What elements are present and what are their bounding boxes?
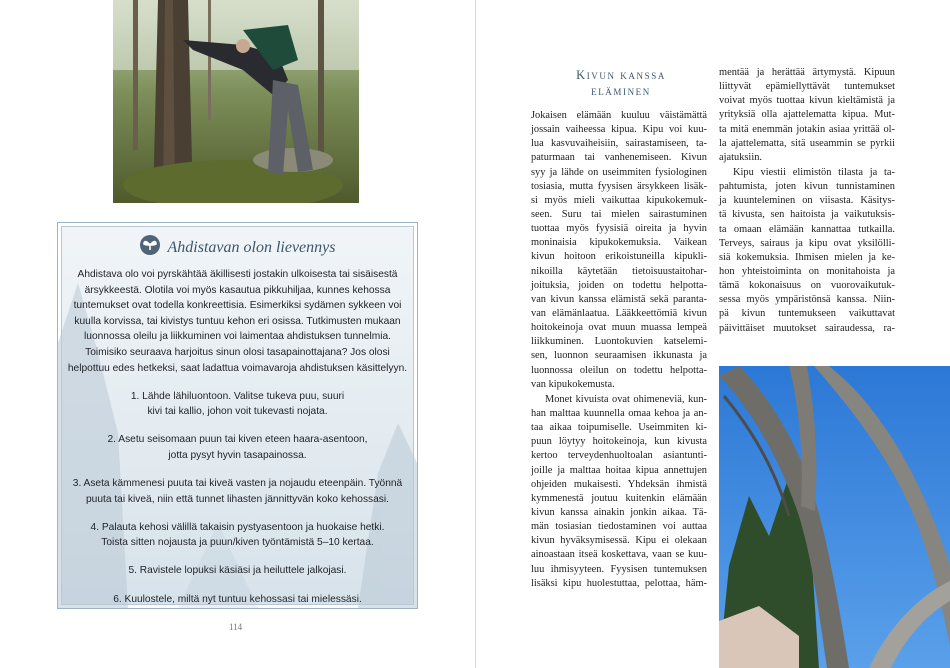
text-line: ohjeiden mukaisesti. Yhdeksän ihmistä [531,478,707,490]
text-line: syy ja lähde on useimmiten fysiologinen [531,166,707,178]
text-line: nikoilla käytetään tietoisuustaitohar- [531,265,707,277]
text-line: van kipukokemusta. [531,378,615,390]
exercise-step [64,476,411,507]
photo-man-leaning-on-tree [113,0,359,203]
exercise-step-line: 4. Palauta kehosi välillä takaisin pystyasentoon ja huokaise hetki. [90,521,385,533]
text-line: lisäksi kipu huolestuttaa, pelottaa, häm- [531,577,707,589]
text-line: lua kasvuvaiheisiin, sairastamiseen, ta- [531,138,707,150]
text-line: kivun hoitoon erikoistuneilla kipukli- [531,251,707,263]
box-intro-line: Toimisiko seuraava harjoitus sinun olosi tasapainottajana? Jos olosi [85,346,390,358]
text-line: tä kivusta, sen haitoista ja vaikutuksis- [719,209,895,221]
text-line: ajatuksiin. [719,151,762,163]
heading-line: eläminen [591,84,651,98]
text-column-1 [531,109,707,591]
exercise-step-line: Toista sitten nojausta ja puun/kiven työntämistä 5–10 kertaa. [101,537,374,549]
exercise-step-line: jotta pysyt hyvin tasapainossa. [168,449,307,461]
text-line: siä kokemuksia. Ihmisen mielen ja ke- [719,251,895,263]
exercise-step-line: 5. Ravistele lopuksi käsiäsi ja heiluttele jalkojasi. [128,565,347,577]
box-body [64,267,411,607]
chapter-heading [531,67,711,99]
text-line: han malttaa kuunnella omaa kehoa ja an- [531,407,707,419]
text-line: Kipu viestii elimistön tilasta ja ta- [733,166,895,178]
text-line: tosiasia, mutta fyysisen ärsykkeen lisäk- [531,180,707,192]
text-line: pahtumista, joten kivun tunnistaminen [719,181,895,193]
right-page [476,0,950,668]
text-line: hoitokeinoja ovat muun muassa lempeä [531,322,707,334]
exercise-step-line: 1. Lähde lähiluontoon. Valitse tukeva puu, suuri [130,390,345,402]
text-line: tämä kokonaisuus on vuorovaikutuk- [719,280,895,292]
heading-line: Kivun kanssa [576,68,666,82]
exercise-step-line: puuta tai kiveä, niin että tunnet lihasten jännittyvän koko kehossasi. [86,493,389,505]
text-line: voivat myös tuottaa kivun kieltämistä ja [719,95,895,107]
exercise-step-line: 3. Aseta kämmenesi puuta tai kiveä vasten ja nojaudu eteenpäin. Työnnä [72,478,403,490]
exercise-step [64,432,411,463]
text-line: kertoo terveydenhuoltoalan asiantunti- [531,450,707,462]
box-intro-line: ärsykkeestä. Olotila voi myös kasautua pikkuhiljaa, kunnes kehossa [84,284,391,296]
text-line: joille ja malttaa hoitaa kipua annettujen [531,464,707,476]
text-line: jossain vaiheessa kipua. Kipu voi kuu- [531,124,707,136]
text-column-2 [719,66,895,336]
text-line: joituksia, joiden on todettu helpotta- [531,279,707,291]
box-intro-line: luonnossa oleilu ja liikkuminen voi laimentaa ahdistuksen tunnelmia. [84,331,391,343]
text-line: tuottaa myös fyysisiä oireita ja hyvin [531,223,707,235]
text-line: män tosiasian tiedostaminen voi auttaa [531,521,707,533]
text-line: sessa myös ympäristönsä kanssa. Niin- [719,294,895,306]
text-line: van elämänlaatua. Lääkkeettömiä kivun [531,307,707,319]
box-title [58,235,417,257]
text-line: van kivun kanssa elämistä sekä paranta- [531,293,707,305]
exercise-step [64,389,411,420]
text-line: liittyvät epämiellyttävät tuntemukset [719,81,895,93]
text-line: mentää ja herättää ärtymystä. Kipuun [719,67,895,78]
text-line: Terveys, sairaus ja kipu ovat yksilölli- [719,237,895,249]
box-intro-line: tuntemukset ovat todella konkreettisia. Esimerkiksi sydämen sykkeen voi [73,300,402,312]
text-line: ta omaan elämään kannattaa tutkailla. [719,223,895,235]
text-line: moninaisia kipukokemuksia. Vaikean [531,237,707,249]
leaf-sprout-icon [140,235,160,255]
text-line: kymmenestä joutuu kuitenkin elämään [531,492,707,504]
text-line: paturmaan tai vanhenemiseen. Kivun [531,152,707,164]
box-intro-line: helpottuu edes hetkeksi, saat ladattua voimavaroja ahdistuksen käsittelyyn. [67,362,408,374]
text-line: si myös mieli vaikuttaa kipukokemuk- [531,194,707,206]
text-line: taa aikaa toipumiselle. Useimmiten ki- [531,422,707,434]
exercise-step-line: kivi tai kallio, johon voit tukevasti nojata. [147,406,328,418]
text-line: pä kivun tuntemukseen vaikuttavat [719,308,895,320]
exercise-step [64,563,411,579]
text-line: la ajattelematta, sitä useammin se pyrkii [719,137,895,149]
exercise-step [64,520,411,551]
exercise-info-box [57,222,418,609]
photo-tree-branches-sky [719,366,950,668]
text-line: kivun hyväksymisessä. Kipu ei olekaan [531,535,707,547]
box-intro-line: kuulla korvissa, tai kivistys tuntuu kehon eri osissa. Tutkimusten mukaan [74,315,401,327]
text-line: yrityksiä olla ajattelematta kipua. Mut- [719,109,895,121]
text-line: päivittäiset muutokset sairaudessa, ra- [719,322,895,334]
text-line: ainoastaan itseä koskettava, vaan se kuu- [531,549,707,561]
text-line: luu ihmisyyteen. Fyysisen tuntemuksen [531,563,707,575]
exercise-step [64,592,411,608]
text-line: kivun kanssa ainakin jonkin aikaa. Tä- [531,506,707,518]
text-line: hon yhteistoiminta on monitahoista ja [719,265,895,277]
box-intro-line: Ahdistava olo voi pyrskähtää äkillisesti jostakin ulkoisesta tai sisäisestä [77,269,398,280]
text-line: liikkuminen. Luontokuvien katselemi- [531,336,707,348]
text-line: Monet kivuista ovat ohimeneviä, kun- [545,393,707,405]
box-title-text: Ahdistavan olon lievennys [167,239,336,256]
text-line: seen. Suru tai mielen sairastuminen [531,208,707,220]
text-line: sen, luonnon seuraamisen ikkunasta ja [531,350,707,362]
exercise-step-line: 2. Asetu seisomaan puun tai kiven eteen haara-asentoon, [107,434,368,446]
text-line: luonnossa oleilun on todettu helpotta- [531,364,707,376]
text-line: ja kuunteleminen on viisasta. Käsitys- [719,195,895,207]
exercise-step-line: 6. Kuulostele, miltä nyt tuntuu kehossasi tai mielessäsi. [113,593,362,605]
page-number: 114 [229,622,243,632]
text-line: ta mitä enemmän jotakin asiaa yrittää ol- [719,123,895,135]
text-line: puun löytyy hoitokeinoja, kun kivusta [531,436,707,448]
text-line: Jokaisen elämään kuuluu väistämättä [531,110,707,121]
